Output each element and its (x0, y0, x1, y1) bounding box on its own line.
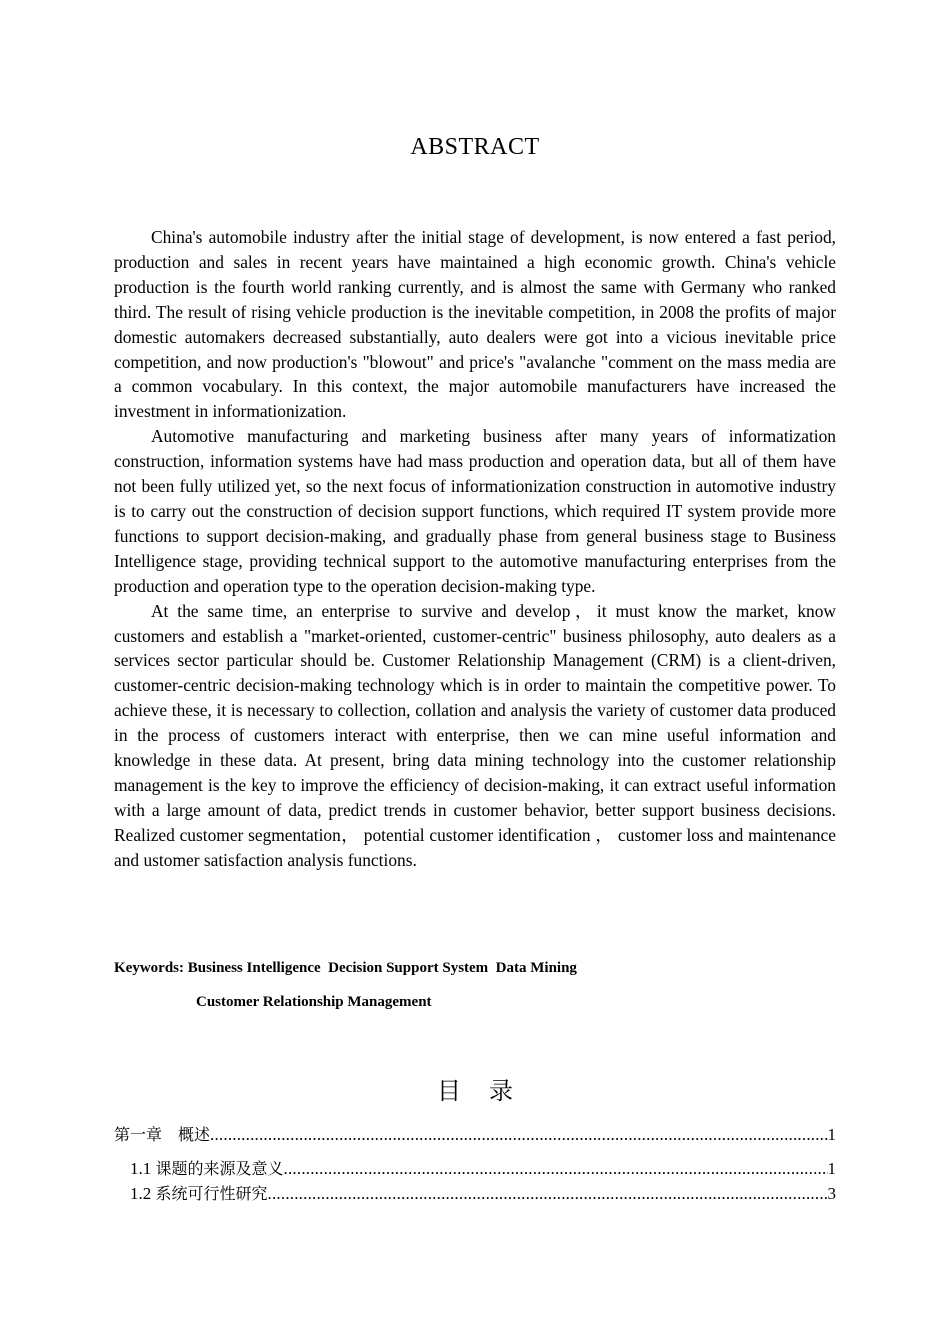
toc-entry-number: 1.2 (130, 1184, 156, 1203)
toc-entry-label (130, 1181, 268, 1206)
abstract-paragraph-3: At the same time, an enterprise to survive and develop，it must know the market, know customers and establish a "market-oriented, customer-centric" business philosophy, auto dealers as a services sector particular should be. Customer Relationship Management (CRM) is a client-driven, customer-centric decision-making technology which is in order to maintain the competitive power. To achieve these, it is necessary to collection, collation and analysis the variety of customer data produced in the process of customers interact with enterprise, then we can mine useful information and knowledge in these data. At present, bring data mining technology into the customer relationship management is the key to improve the efficiency of decision-making, it can extract useful information with a large amount of data, predict trends in customer behavior, better support business decisions. Realized customer segmentation， potential customer identification ， customer loss and maintenance and ustomer satisfaction analysis functions. (114, 600, 836, 870)
toc-entry-1-2[interactable] (114, 1181, 836, 1206)
toc-leader-dots (210, 1122, 827, 1148)
toc-entry-page: 3 (827, 1184, 836, 1203)
toc-entry-text: 课题的来源及意义 (155, 1159, 284, 1178)
abstract-title: ABSTRACT (410, 134, 540, 160)
toc-entry-page: 1 (827, 1125, 836, 1144)
table-of-contents (114, 1122, 836, 1206)
abstract-body (114, 225, 836, 873)
toc-entry-label: 第一章 概述 (114, 1125, 211, 1144)
toc-entry-1-1[interactable] (114, 1156, 836, 1181)
toc-entry-label (130, 1156, 284, 1181)
toc-title: 目录 (437, 1077, 541, 1105)
keywords-continuation: Customer Relationship Management (196, 994, 432, 1010)
keywords-line: Keywords: Business Intelligence Decision Support System Data Mining (114, 960, 577, 976)
toc-entry-chapter-1[interactable] (114, 1122, 836, 1156)
abstract-paragraph-2: Automotive manufacturing and marketing business after many years of informatization construction, information systems have had mass production and operation data, but all of them have not been fully utilized yet, so the next focus of informationization construction in automotive industry is to carry out the construction of decision support functions, which required IT system provide more functions to support decision-making, and gradually phase from general business stage to Business Intelligence stage, providing technical support to the automotive manufacturing enterprises from the production and operation type to the operation decision-making type. (114, 426, 836, 596)
toc-leader-dots (268, 1181, 828, 1206)
toc-entry-page: 1 (827, 1159, 836, 1178)
toc-entry-text: 系统可行性研究 (155, 1184, 268, 1203)
abstract-paragraph-1: China's automobile industry after the initial stage of development, is now entered a fast period, production and sales in recent years have maintained a high economic growth. China's vehicle production is the fourth world ranking currently, and is almost the same with Germany who ranked third. The result of rising vehicle production is the inevitable competition, in 2008 the profits of major domestic automakers decreased substantially, auto dealers were got into a vicious inevitable price competition, and now production's "blowout" and price's "avalanche "comment on the mass media are a common vocabulary. In this context, the major automobile manufacturers have increased the investment in informationization. (114, 227, 836, 422)
toc-entry-number: 1.1 (130, 1159, 156, 1178)
toc-leader-dots (284, 1156, 828, 1181)
